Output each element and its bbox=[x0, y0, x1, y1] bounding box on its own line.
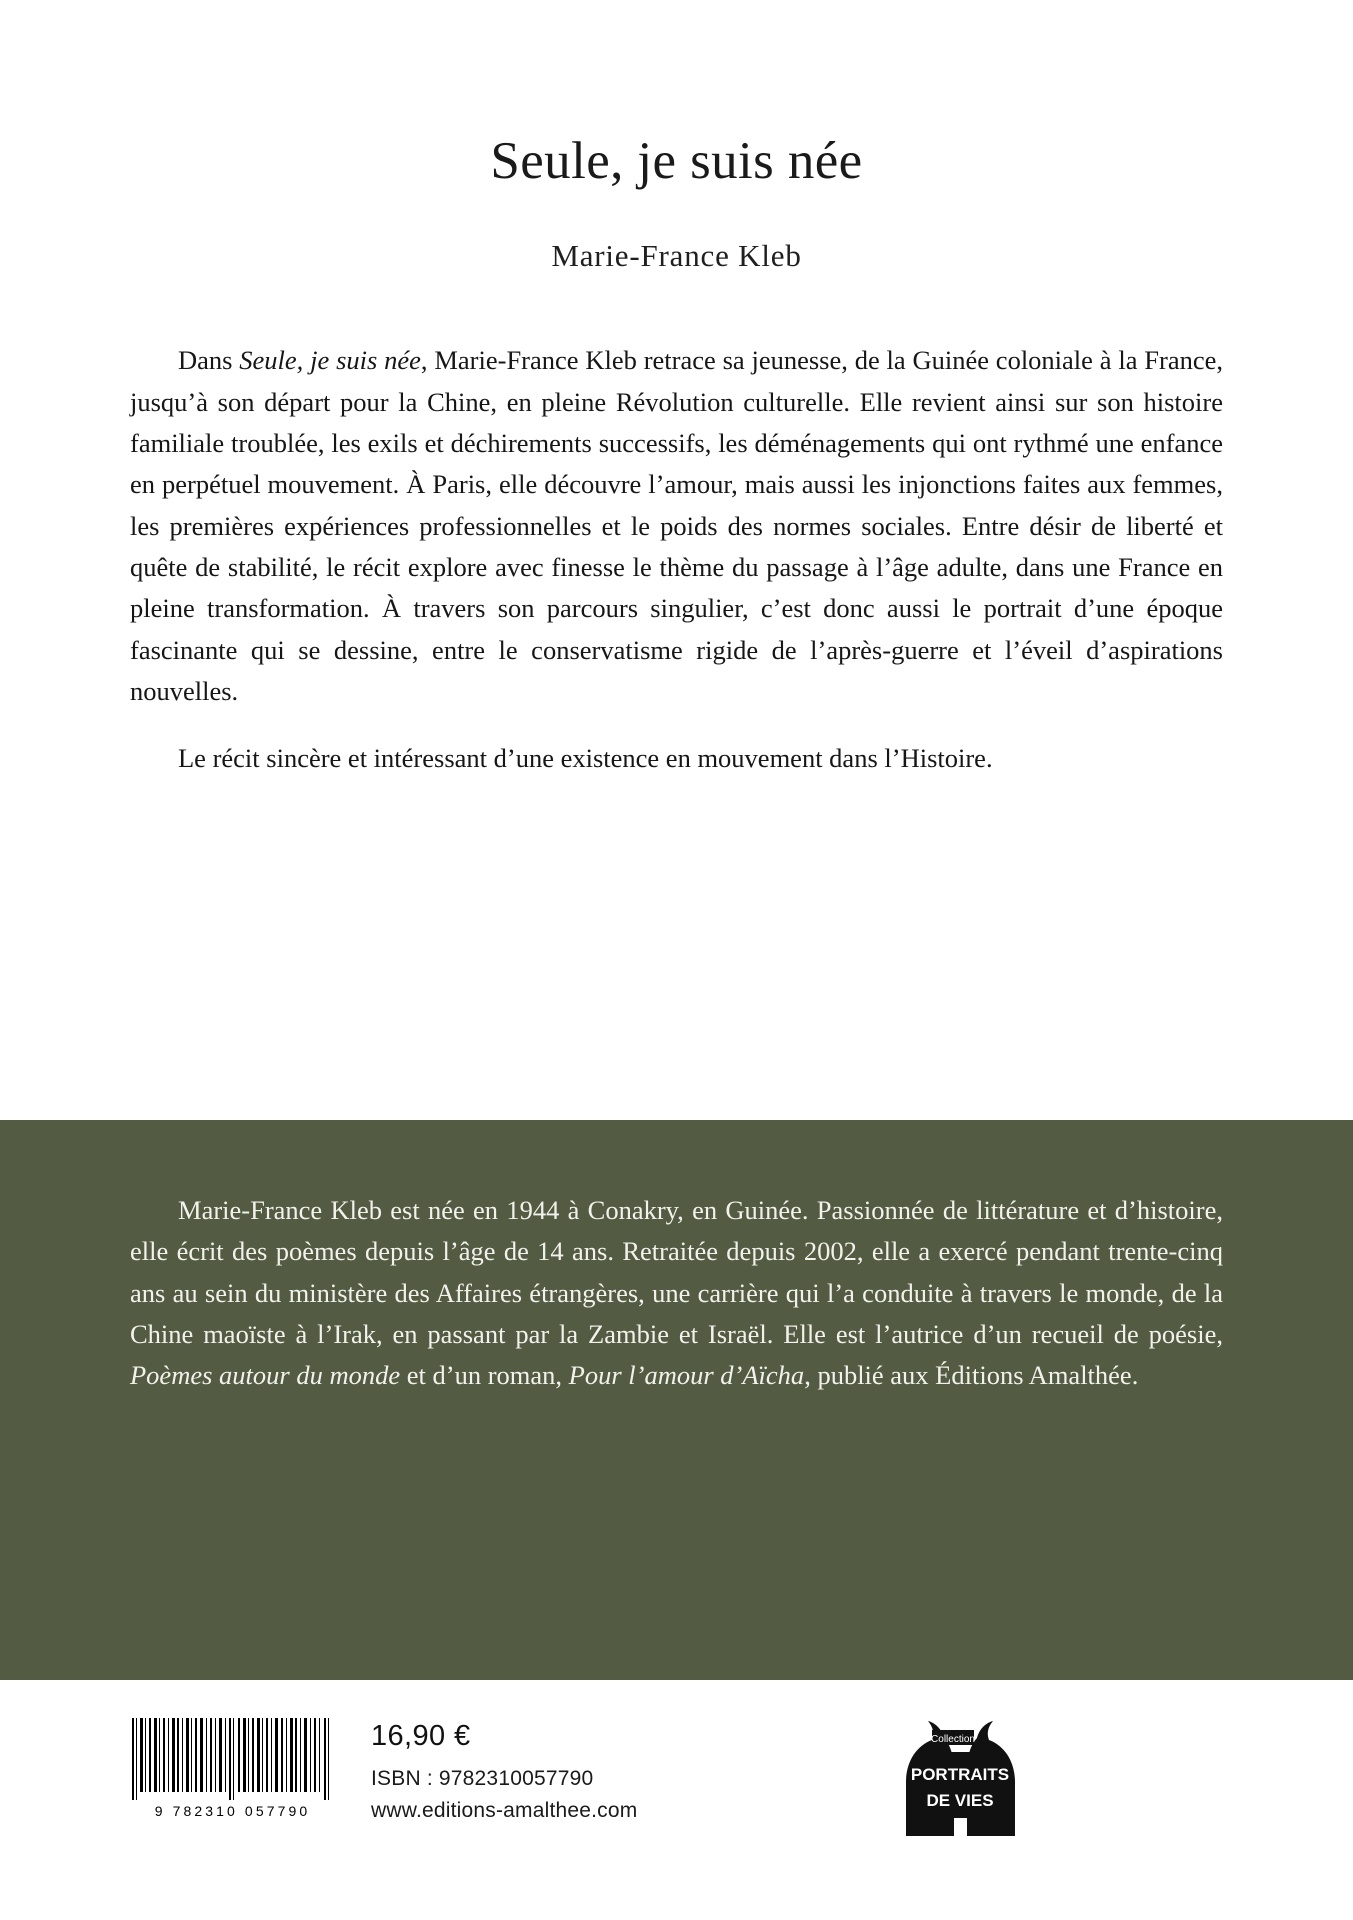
collection-label-text: Collection bbox=[931, 1734, 975, 1745]
collection-logo bbox=[898, 1718, 1023, 1836]
price-label: 16,90 € bbox=[371, 1720, 471, 1752]
blurb-p1-rest: , Marie-France Kleb retrace sa jeunesse, de la Guinée coloniale à la France, jusqu’à son départ pour la Chine, en pleine Révolution culturelle. Elle revient ainsi sur son histoire familiale troublée, les exils et déchirements successifs, les déménagements qui ont rythmé une enfance en perpétuel mouvement. À Paris, elle découvre l’amour, mais aussi les injonctions faites aux femmes, les premières expériences professionnelles et le poids des normes sociales. Entre désir de liberté et quête de stabilité, le récit explore avec finesse le thème du passage à l’âge adulte, dans une France en pleine transformation. À travers son parcours singulier, c’est donc aussi le portrait d’une époque fascinante qui se dessine, entre le conservatisme rigide de l’après-guerre et l’éveil d’aspirations nouvelles. bbox=[130, 345, 1223, 706]
collection-line2-text: DE VIES bbox=[926, 1791, 994, 1810]
isbn-label: ISBN : 9782310057790 bbox=[371, 1767, 594, 1790]
blurb-paragraph-1 bbox=[130, 340, 1223, 712]
cover-footer bbox=[0, 1680, 1353, 1920]
price-isbn-block bbox=[371, 1716, 898, 1826]
bio-work-title-2: Pour l’amour d’Aïcha bbox=[568, 1360, 805, 1391]
portraits-de-vies-logo-icon bbox=[898, 1718, 1023, 1836]
ean13-barcode-icon bbox=[130, 1718, 335, 1800]
publisher-website[interactable]: www.editions-amalthee.com bbox=[371, 1798, 638, 1822]
blurb-p1-title-italic: Seule, je suis née bbox=[239, 345, 421, 376]
book-title: Seule, je suis née bbox=[490, 132, 863, 190]
bio-part-2: et d’un roman, bbox=[400, 1360, 569, 1391]
bio-part-1: Marie-France Kleb est née en 1944 à Conakry, en Guinée. Passionnée de littérature et d’histoire, elle écrit des poèmes depuis l’âge de 14 ans. Retraitée depuis 2002, elle a exercé pendant trente-cinq ans au sein du ministère des Affaires étrangères, une carrière qui l’a conduite à travers le monde, de la Chine maoïste à l’Irak, en passant par la Zambie et Israël. Elle est l’autrice d’un recueil de poésie, bbox=[130, 1195, 1223, 1349]
bio-work-title-1: Poèmes autour du monde bbox=[130, 1360, 401, 1391]
author-biography-text bbox=[130, 1120, 1223, 1397]
blurb-section bbox=[130, 274, 1223, 779]
collection-line1-text: PORTRAITS bbox=[910, 1765, 1010, 1784]
book-author: Marie-France Kleb bbox=[551, 238, 802, 274]
blurb-p1-prefix: Dans bbox=[178, 345, 240, 376]
barcode-digits: 9 782310 057790 bbox=[154, 1803, 311, 1819]
barcode-block bbox=[130, 1718, 335, 1819]
blurb-paragraph-2: Le récit sincère et intéressant d’une existence en mouvement dans l’Histoire. bbox=[178, 743, 993, 774]
bio-part-3: , publié aux Éditions Amalthée. bbox=[804, 1360, 1139, 1391]
author-biography-band bbox=[0, 1120, 1353, 1920]
